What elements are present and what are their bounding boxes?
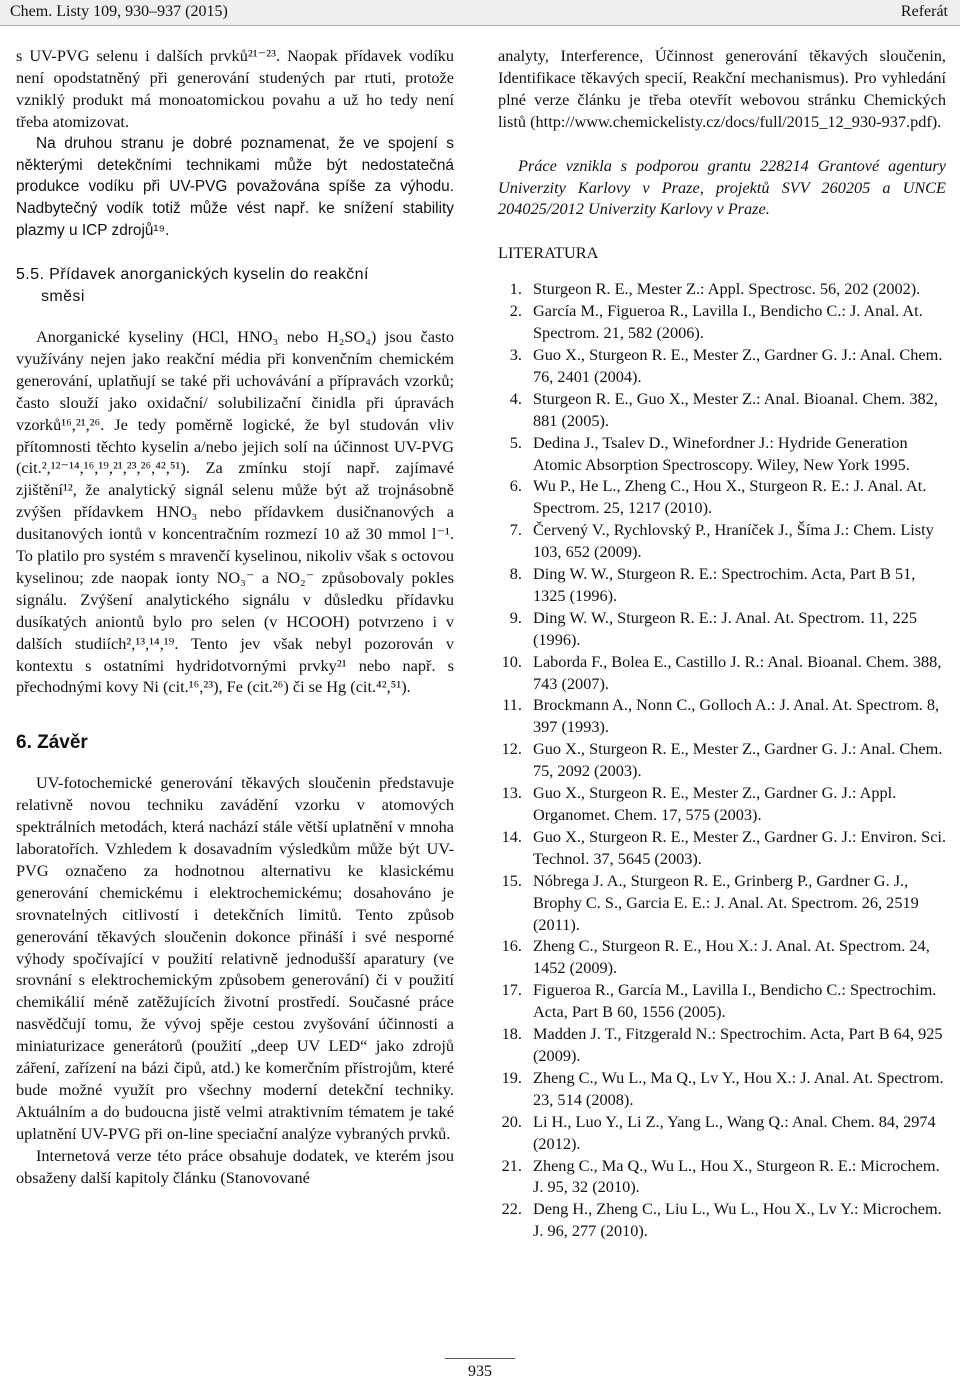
paragraph-hydrogen: Na druhou stranu je dobré poznamenat, že ve spojení s některými detekčními technikami může být nedostatečná produkce vodíku při UV-PVG považována spíše za výhodu. Nadbytečný vodík totiž může vést např. ke snížení stability plazmy u ICP zdrojů¹⁹. — [16, 134, 454, 240]
reference-text: Laborda F., Bolea E., Castillo J. R.: Anal. Bioanal. Chem. 388, 743 (2007). — [533, 651, 942, 693]
reference-number: 4. — [509, 388, 522, 408]
reference-number: 2. — [509, 301, 522, 321]
reference-list — [498, 278, 946, 1242]
paragraph-online-continued: analyty, Interference, Účinnost generování těkavých sloučenin, Identifikace těkavých specií, Reakční mechanismus). Pro vyhledání plné verze článku je třeba otevřít webovou stránku Chemických listů (http://www.chemickelisty.cz/docs/full/2015_12_930-937.pdf). — [498, 46, 946, 131]
paragraph-grant: Práce vznikla s podporou grantu 228214 Grantové agentury Univerzity Karlovy v Praze, projektů SVV 260205 a UNCE 204025/2012 Univerzity Karlovy v Praze. — [498, 155, 946, 219]
reference-text: Deng H., Zheng C., Liu L., Wu L., Hou X., Lv Y.: Microchem. J. 96, 277 (2010). — [533, 1199, 942, 1241]
reference-item — [498, 870, 946, 936]
reference-number: 11. — [502, 695, 522, 715]
reference-number: 12. — [501, 739, 522, 759]
reference-number: 1. — [509, 279, 522, 299]
page-number: 935 — [468, 1363, 492, 1380]
section-title: Přídavek anorganických kyselin do reakční — [49, 266, 369, 284]
reference-item — [498, 738, 946, 782]
reference-number: 6. — [509, 476, 522, 496]
reference-item — [498, 935, 946, 979]
reference-number: 5. — [509, 432, 522, 452]
reference-number: 22. — [501, 1199, 522, 1219]
footer-rule — [445, 1358, 515, 1359]
reference-item — [498, 563, 946, 607]
reference-item — [498, 694, 946, 738]
reference-text: García M., Figueroa R., Lavilla I., Bendicho C.: J. Anal. At. Spectrom. 21, 582 (2006). — [533, 301, 923, 343]
section-label: Referát — [900, 3, 948, 20]
reference-item — [498, 826, 946, 870]
reference-text: Zheng C., Ma Q., Wu L., Hou X., Sturgeon R. E.: Microchem. J. 95, 32 (2010). — [533, 1155, 940, 1197]
reference-item — [498, 278, 946, 300]
reference-number: 21. — [501, 1155, 522, 1175]
reference-item — [498, 475, 946, 519]
reference-item — [498, 1111, 946, 1155]
section-heading-6: 6. Závěr — [16, 732, 88, 754]
reference-item — [498, 344, 946, 388]
reference-text: Ding W. W., Sturgeon R. E.: J. Anal. At. Spectrom. 11, 225 (1996). — [533, 607, 917, 649]
reference-text: Brockmann A., Nonn C., Golloch A.: J. Anal. At. Spectrom. 8, 397 (1993). — [533, 695, 940, 737]
section-heading-5-5 — [16, 264, 454, 308]
reference-number: 17. — [501, 980, 522, 1000]
page-header — [0, 0, 960, 26]
reference-text: Figueroa R., García M., Lavilla I., Bendicho C.: Spectrochim. Acta, Part B 60, 1556 (2005). — [533, 980, 937, 1022]
paragraph-acids: Anorganické kyseliny (HCl, HNO₃ nebo H₂SO₄) jsou často využívány nejen jako reakční média při konvenčním chemickém generování, uplatňují se také při uchovávání a přípravách vzorků; často slouží jako oxidační/ solubilizační činidla při úpravách vzorků¹⁶,²¹,²⁶. Je tedy poměrně logické, že byl studován vliv přítomnosti těchto kyselin a/nebo jejich solí na účinnost UV-PVG (cit.²,¹²⁻¹⁴,¹⁶,¹⁹,²¹,²³,²⁶,⁴²,⁵¹). Za zmínku stojí např. zajímavé zjištění¹², že analytický signál selenu může být až trojnásobně zvýšen přídavkem HNO₃ nebo přídavkem dusičnanových a dusitanových iontů v koncentračním rozmezí 10 až 30 mmol l⁻¹. To platilo pro systém s mravenčí kyselinou, nikoliv však s octovou kyselinou; zde naopak ionty NO₃⁻ a NO₂⁻ způsobovaly pokles signálu. Zvýšení analytického signálu v důsledku přídavku dusíkatých aniontů bylo pro selen (v HCOOH) potvrzeno i v dalších studiích²,¹³,¹⁴,¹⁹. Tento jev však nebyl pozorován v kontextu s ostatními hydridotvornými prvky²¹ nebo např. s přechodnými kovy Ni (cit.¹⁶,²³), Fe (cit.²⁶) či se Hg (cit.⁴²,⁵¹). — [16, 326, 454, 697]
reference-text: Ding W. W., Sturgeon R. E.: Spectrochim. Acta, Part B 51, 1325 (1996). — [533, 564, 916, 605]
section-title-continued: směsi — [41, 288, 85, 306]
reference-number: 16. — [501, 936, 522, 956]
paragraph-intro: s UV-PVG selenu i dalších prvků²¹⁻²³. Naopak přídavek vodíku není opodstatněný při generování studených par rtuti, protože vzniklý produkt má monoatomickou povahu a už ho tedy není třeba atomizovat. — [16, 46, 454, 131]
reference-text: Guo X., Sturgeon R. E., Mester Z., Gardner G. J.: Anal. Chem. 76, 2401 (2004). — [533, 344, 943, 386]
reference-item — [498, 1198, 946, 1242]
reference-item — [498, 1023, 946, 1067]
reference-text: Wu P., He L., Zheng C., Hou X., Sturgeon R. E.: J. Anal. At. Spectrom. 25, 1217 (2010). — [533, 476, 927, 518]
reference-item — [498, 607, 946, 651]
paragraph-online-version: Internetová verze této práce obsahuje dodatek, ve kterém jsou obsaženy další kapitoly článku (Stanovované — [16, 1145, 454, 1187]
reference-item — [498, 1067, 946, 1111]
paragraph-conclusion: UV-fotochemické generování těkavých sloučenin představuje relativně novou techniku zavádění vzorku v atomových spektrálních metodách, která nachází stále větší uplatnění v mnoha laboratořích. Vzhledem k dosavadním výsledkům může být UV-PVG označeno za hodnotnou alternativu ke klasickému generování chemickému i elektrochemickému; dosahováno je srovnatelných citlivostí i detekčních limitů. Tento způsob generování těkavých sloučenin dokonce přináší i své nesporné výhody spočívající v použití relativně jednodušší aparatury (ve srovnání s elektrochemickým způsobem generování) či v použití chemikálií méně zatěžujících životní prostředí. Současné práce nasvědčují tomu, že vývoj spěje cestou zvyšování účinnosti a miniaturizace generátorů (použití „deep UV LED“ jako zdrojů záření, zařízení na bázi čipů, atd.) ke komerčním přístrojům, které bude možné využít pro všechny moderní detekční techniky. Aktuálním a do budoucna jistě velmi atraktivním tématem je také uplatnění UV-PVG při on-line speciační analýze vybraných prvků. — [16, 773, 454, 1143]
reference-text: Sturgeon R. E., Mester Z.: Appl. Spectrosc. 56, 202 (2002). — [533, 279, 921, 299]
reference-item — [498, 388, 946, 432]
right-column — [498, 45, 946, 1242]
reference-number: 13. — [501, 783, 522, 803]
reference-number: 7. — [509, 520, 522, 540]
reference-text: Guo X., Sturgeon R. E., Mester Z., Gardner G. J.: Appl. Organomet. Chem. 17, 575 (2003). — [533, 783, 897, 824]
references-heading: LITERATURA — [498, 243, 599, 263]
reference-number: 3. — [509, 344, 522, 364]
reference-number: 10. — [501, 651, 522, 671]
reference-item — [498, 782, 946, 826]
reference-text: Dedina J., Tsalev D., Winefordner J.: Hydride Generation Atomic Absorption Spectroscopy. Wiley, New York 1995. — [533, 432, 910, 474]
reference-text: Sturgeon R. E., Guo X., Mester Z.: Anal. Bioanal. Chem. 382, 881 (2005). — [533, 388, 938, 430]
reference-item — [498, 300, 946, 344]
reference-item — [498, 432, 946, 476]
reference-text: Zheng C., Wu L., Ma Q., Lv Y., Hou X.: J. Anal. At. Spectrom. 23, 514 (2008). — [533, 1067, 944, 1109]
reference-item — [498, 519, 946, 563]
reference-item — [498, 651, 946, 695]
reference-item — [498, 1155, 946, 1199]
reference-text: Madden J. T., Fitzgerald N.: Spectrochim. Acta, Part B 64, 925 (2009). — [533, 1024, 943, 1065]
reference-text: Guo X., Sturgeon R. E., Mester Z., Gardner G. J.: Anal. Chem. 75, 2092 (2003). — [533, 739, 943, 781]
reference-number: 15. — [501, 870, 522, 890]
reference-number: 9. — [509, 607, 522, 627]
reference-number: 19. — [501, 1067, 522, 1087]
section-number: 5.5. — [16, 266, 45, 284]
reference-number: 18. — [501, 1024, 522, 1044]
reference-text: Červený V., Rychlovský P., Hraníček J., Šíma J.: Chem. Listy 103, 652 (2009). — [533, 520, 934, 562]
reference-item — [498, 979, 946, 1023]
reference-number: 8. — [509, 564, 522, 584]
reference-text: Nóbrega J. A., Sturgeon R. E., Grinberg P., Gardner G. J., Brophy C. S., Garcia E. E.: J. Anal. At. Spectrom. 26, 2519 (2011). — [533, 870, 919, 934]
reference-text: Guo X., Sturgeon R. E., Mester Z., Gardner G. J.: Environ. Sci. Technol. 37, 5645 (2003). — [533, 826, 947, 868]
left-column — [16, 45, 454, 1189]
journal-citation: Chem. Listy 109, 930–937 (2015) — [10, 3, 228, 20]
reference-text: Zheng C., Sturgeon R. E., Hou X.: J. Anal. At. Spectrom. 24, 1452 (2009). — [533, 936, 930, 978]
reference-text: Li H., Luo Y., Li Z., Yang L., Wang Q.: Anal. Chem. 84, 2974 (2012). — [533, 1111, 936, 1153]
reference-number: 20. — [501, 1111, 522, 1131]
reference-number: 14. — [501, 826, 522, 846]
